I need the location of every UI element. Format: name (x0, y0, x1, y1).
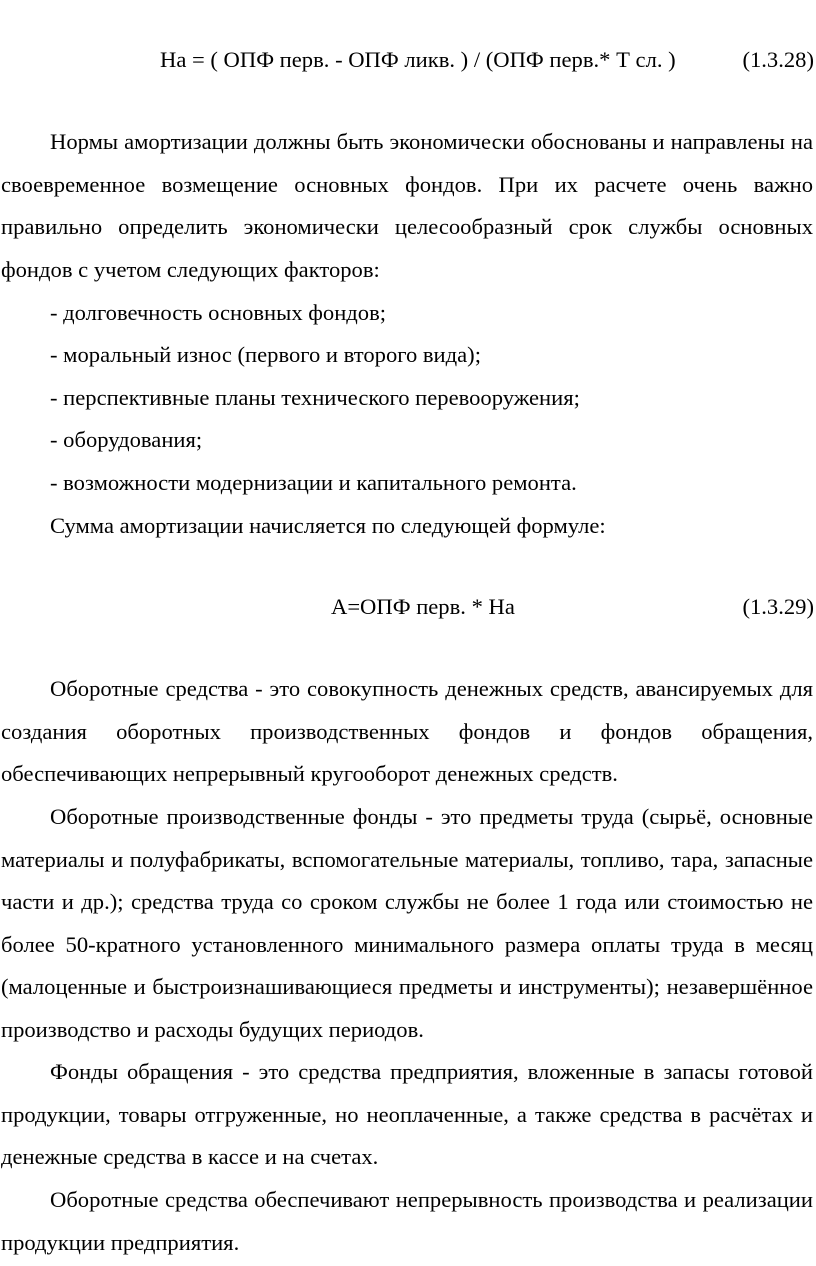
factor-list-item: - перспективные планы технического перевооружения; (50, 385, 580, 410)
paragraph-continuity: Оборотные средства обеспечивают непрерывность производства и реализации продукции предприятия. (1, 1187, 813, 1255)
factor-list-item: - долговечность основных фондов; (50, 300, 387, 325)
paragraph-circulation-funds: Фонды обращения - это средства предприятия, вложенные в запасы готовой продукции, товары отгруженные, но неоплаченные, а также средства в расчётах и денежные средства в кассе и на счетах. (1, 1059, 813, 1170)
formula-1-expression: На = ( ОПФ перв. - ОПФ ликв. ) / (ОПФ перв.* Т сл. ) (160, 47, 676, 72)
paragraph-amortization-norms: Нормы амортизации должны быть экономически обоснованы и направлены на своевременное возмещение основных фондов. При их расчете очень важно правильно определить экономически целесообразный срок службы основных фондов с учетом следующих факторов: (1, 129, 813, 282)
paragraph-working-capital: Оборотные средства - это совокупность денежных средств, авансируемых для создания оборотных производственных фондов и фондов обращения, обеспечивающих непрерывный кругооборот денежных средств. (1, 676, 813, 787)
formula-1-number: (1.3.28) (742, 47, 814, 72)
formula-2-line (0, 587, 816, 627)
formula-1-line (0, 40, 816, 80)
formula-intro-text: Сумма амортизации начисляется по следующей формуле: (50, 513, 606, 538)
paragraph-production-funds: Оборотные производственные фонды - это предметы труда (сырьё, основные материалы и полуфабрикаты, вспомогательные материалы, топливо, тара, запасные части и др.); средства труда со сроком службы не более 1 года или стоимостью не более 50-кратного установленного минимального размера оплаты труда в месяц (малоценные и быстроизнашивающиеся предметы и инструменты); незавершённое производство и расходы будущих периодов. (1, 804, 813, 1042)
formula-2-number: (1.3.29) (742, 594, 814, 619)
formula-2-expression: А=ОПФ перв. * На (331, 594, 515, 619)
factor-list-item: - оборудования; (50, 427, 203, 452)
factor-list-item: - моральный износ (первого и второго вида); (50, 342, 481, 367)
factor-list-item: - возможности модернизации и капитального ремонта. (50, 470, 577, 495)
